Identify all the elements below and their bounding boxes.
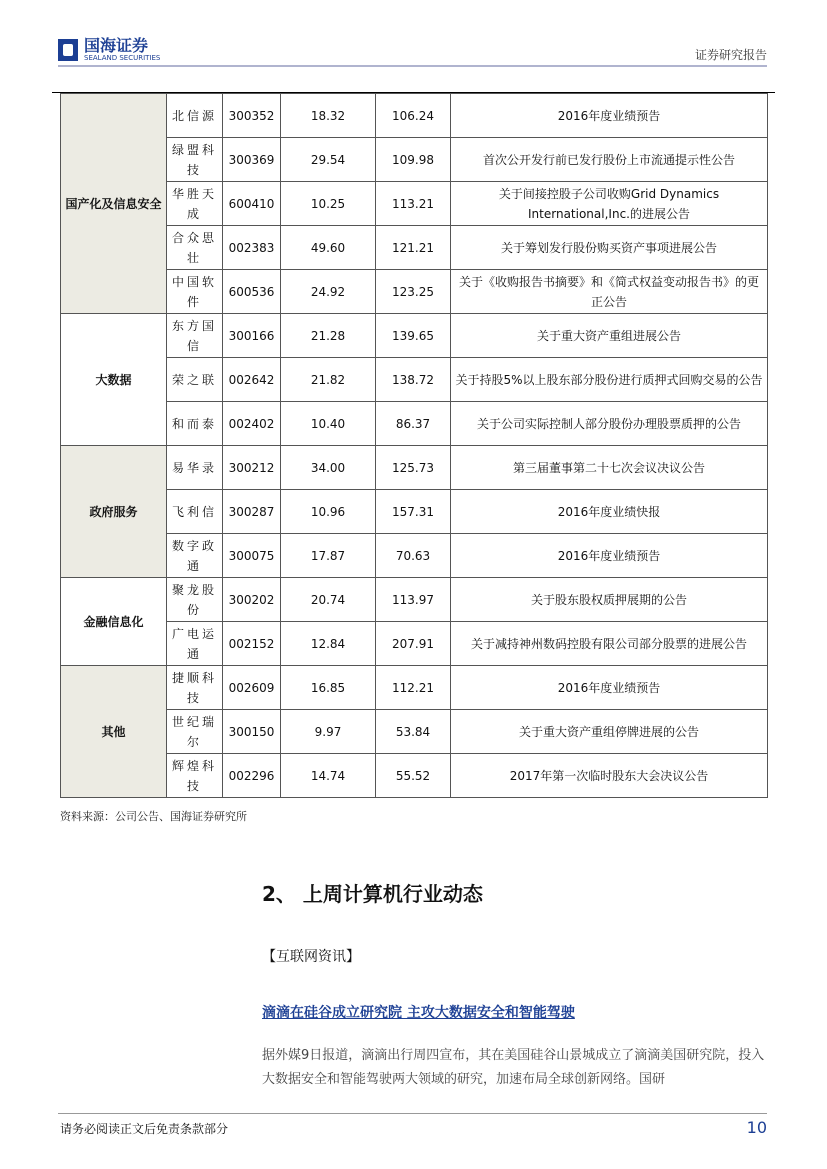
- logo-icon: [58, 39, 78, 61]
- table-row: [61, 490, 768, 534]
- cell-pe: 125.73: [376, 446, 451, 490]
- cell-name: 北信源: [167, 94, 223, 138]
- cell-notice: 关于股东股权质押展期的公告: [451, 578, 768, 622]
- cell-notice: 首次公开发行前已发行股份上市流通提示性公告: [451, 138, 768, 182]
- table-row: [61, 182, 768, 226]
- cell-pe: 53.84: [376, 710, 451, 754]
- cell-pe: 207.91: [376, 622, 451, 666]
- cell-notice: 2016年度业绩预告: [451, 534, 768, 578]
- cell-price: 21.28: [281, 314, 376, 358]
- cell-notice: 第三届董事第二十七次会议决议公告: [451, 446, 768, 490]
- footer-divider: [58, 1113, 767, 1114]
- cell-code: 600410: [223, 182, 281, 226]
- cell-code: 600536: [223, 270, 281, 314]
- cell-name: 绿盟科技: [167, 138, 223, 182]
- category-cell: 大数据: [61, 314, 167, 446]
- stock-announcement-table: [60, 93, 768, 798]
- cell-name: 华胜天成: [167, 182, 223, 226]
- cell-notice: 关于《收购报告书摘要》和《简式权益变动报告书》的更正公告: [451, 270, 768, 314]
- cell-code: 002383: [223, 226, 281, 270]
- cell-notice: 关于间接控股子公司收购Grid Dynamics International,Inc.的进展公告: [451, 182, 768, 226]
- cell-price: 10.96: [281, 490, 376, 534]
- cell-notice: 关于减持神州数码控股有限公司部分股票的进展公告: [451, 622, 768, 666]
- cell-pe: 121.21: [376, 226, 451, 270]
- cell-name: 和而泰: [167, 402, 223, 446]
- cell-pe: 55.52: [376, 754, 451, 798]
- table-row: [61, 138, 768, 182]
- cell-name: 辉煌科技: [167, 754, 223, 798]
- cell-notice: 关于重大资产重组进展公告: [451, 314, 768, 358]
- cell-pe: 113.21: [376, 182, 451, 226]
- cell-name: 飞利信: [167, 490, 223, 534]
- cell-code: 002609: [223, 666, 281, 710]
- cell-price: 24.92: [281, 270, 376, 314]
- cell-code: 002152: [223, 622, 281, 666]
- cell-price: 34.00: [281, 446, 376, 490]
- page-number: 10: [746, 1118, 767, 1137]
- cell-name: 世纪瑞尔: [167, 710, 223, 754]
- table-row: [61, 402, 768, 446]
- cell-price: 14.74: [281, 754, 376, 798]
- logo: [58, 38, 160, 62]
- cell-code: 300352: [223, 94, 281, 138]
- cell-price: 9.97: [281, 710, 376, 754]
- table-row: [61, 226, 768, 270]
- logo-en: SEALAND SECURITIES: [84, 54, 161, 62]
- cell-notice: 2016年度业绩预告: [451, 94, 768, 138]
- cell-notice: 2017年第一次临时股东大会决议公告: [451, 754, 768, 798]
- table-row: [61, 578, 768, 622]
- cell-pe: 157.31: [376, 490, 451, 534]
- cell-price: 20.74: [281, 578, 376, 622]
- cell-code: 300202: [223, 578, 281, 622]
- header-divider: [58, 65, 767, 67]
- cell-pe: 70.63: [376, 534, 451, 578]
- category-cell: 政府服务: [61, 446, 167, 578]
- table-row: [61, 754, 768, 798]
- cell-price: 17.87: [281, 534, 376, 578]
- table-row: [61, 666, 768, 710]
- cell-name: 荣之联: [167, 358, 223, 402]
- table-row: [61, 622, 768, 666]
- cell-notice: 关于持股5%以上股东部分股份进行质押式回购交易的公告: [451, 358, 768, 402]
- cell-pe: 123.25: [376, 270, 451, 314]
- cell-pe: 106.24: [376, 94, 451, 138]
- cell-name: 易华录: [167, 446, 223, 490]
- cell-notice: 关于重大资产重组停牌进展的公告: [451, 710, 768, 754]
- cell-code: 300369: [223, 138, 281, 182]
- cell-name: 广电运通: [167, 622, 223, 666]
- subsection-label: 【互联网资讯】: [262, 949, 360, 965]
- table-source: 资料来源：公司公告、国海证券研究所: [60, 810, 247, 823]
- cell-pe: 138.72: [376, 358, 451, 402]
- cell-name: 聚龙股份: [167, 578, 223, 622]
- cell-price: 10.25: [281, 182, 376, 226]
- cell-pe: 112.21: [376, 666, 451, 710]
- cell-price: 49.60: [281, 226, 376, 270]
- cell-name: 捷顺科技: [167, 666, 223, 710]
- table-row: [61, 710, 768, 754]
- cell-code: 002402: [223, 402, 281, 446]
- cell-name: 数字政通: [167, 534, 223, 578]
- cell-code: 300212: [223, 446, 281, 490]
- cell-pe: 139.65: [376, 314, 451, 358]
- cell-pe: 86.37: [376, 402, 451, 446]
- cell-price: 18.32: [281, 94, 376, 138]
- cell-code: 002642: [223, 358, 281, 402]
- cell-name: 东方国信: [167, 314, 223, 358]
- cell-notice: 关于筹划发行股份购买资产事项进展公告: [451, 226, 768, 270]
- table-row: [61, 358, 768, 402]
- cell-code: 002296: [223, 754, 281, 798]
- cell-code: 300287: [223, 490, 281, 534]
- table-row: [61, 534, 768, 578]
- cell-pe: 113.97: [376, 578, 451, 622]
- logo-cn: 国海证券: [84, 36, 149, 55]
- cell-notice: 关于公司实际控制人部分股份办理股票质押的公告: [451, 402, 768, 446]
- cell-pe: 109.98: [376, 138, 451, 182]
- cell-price: 21.82: [281, 358, 376, 402]
- category-cell: 其他: [61, 666, 167, 798]
- article-title-link[interactable]: 滴滴在硅谷成立研究院 主攻大数据安全和智能驾驶: [262, 1005, 575, 1021]
- table-row: [61, 446, 768, 490]
- section-title: 2、 上周计算机行业动态: [262, 882, 483, 906]
- table-row: [61, 314, 768, 358]
- cell-notice: 2016年度业绩预告: [451, 666, 768, 710]
- category-cell: 国产化及信息安全: [61, 94, 167, 314]
- cell-name: 中国软件: [167, 270, 223, 314]
- cell-price: 16.85: [281, 666, 376, 710]
- table-row: [61, 94, 768, 138]
- cell-name: 合众思壮: [167, 226, 223, 270]
- cell-code: 300166: [223, 314, 281, 358]
- cell-price: 10.40: [281, 402, 376, 446]
- footer-disclaimer: 请务必阅读正文后免责条款部分: [60, 1122, 229, 1136]
- table-row: [61, 270, 768, 314]
- article-paragraph: 据外媒9日报道，滴滴出行周四宣布，其在美国硅谷山景城成立了滴滴美国研究院，投入大数据安全和智能驾驶两大领域的研究，加速布局全球创新网络。国研: [262, 1048, 765, 1087]
- header-report-type: 证券研究报告: [694, 48, 767, 62]
- cell-code: 300075: [223, 534, 281, 578]
- cell-notice: 2016年度业绩快报: [451, 490, 768, 534]
- cell-price: 29.54: [281, 138, 376, 182]
- cell-price: 12.84: [281, 622, 376, 666]
- category-cell: 金融信息化: [61, 578, 167, 666]
- cell-code: 300150: [223, 710, 281, 754]
